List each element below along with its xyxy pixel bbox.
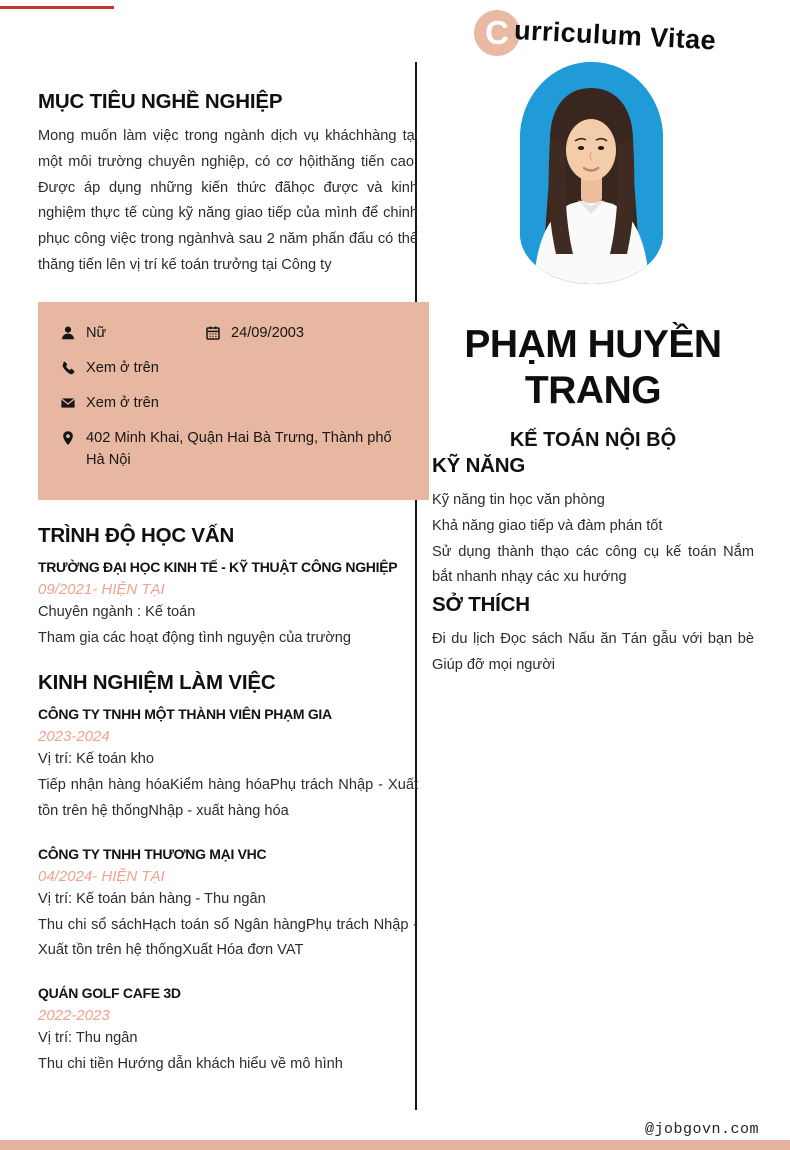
watermark: @jobgovn.com xyxy=(645,1121,760,1138)
job-position: Vị trí: Thu ngân xyxy=(38,1030,138,1047)
company-name: QUÁN GOLF CAFE 3D xyxy=(38,985,181,1002)
hobbies-text: Đi du lịch Đọc sách Nấu ăn Tán gẫu với bạn bè Giúp đỡ mọi người xyxy=(432,631,754,673)
job-entry xyxy=(38,982,418,1078)
info-row-gender-dob xyxy=(60,322,409,344)
gender-cell xyxy=(60,322,205,344)
top-accent-line xyxy=(0,6,114,9)
experience-section xyxy=(38,669,418,1077)
skill-item: Khả năng giao tiếp và đàm phán tốt xyxy=(432,517,663,534)
objective-text: Mong muốn làm việc trong ngành dịch vụ kháchhàng tại một môi trường chuyên nghiệp, có cơ hộithăng tiến cao. Được áp dụng những kiến thức đãhọc được và kinh nghiệm thực tế cùng kỹ năng giao tiếp của mình để chinh phục công việc trong ngànhvà sau 2 năm phấn đấu có thể thăng tiến lên vị trí kế toán trưởng tại Công ty xyxy=(38,128,418,273)
school-name: TRƯỜNG ĐẠI HỌC KINH TẾ - KỸ THUẬT CÔNG NGHIỆP xyxy=(38,558,398,575)
location-icon xyxy=(60,430,76,446)
dob-cell xyxy=(205,322,304,344)
skills-list xyxy=(432,488,754,591)
job-entry xyxy=(38,843,418,964)
email-value: Xem ở trên xyxy=(86,394,159,411)
candidate-job-title: KẾ TOÁN NỘI BỘ xyxy=(509,429,677,451)
phone-value: Xem ở trên xyxy=(86,359,159,376)
phone-icon xyxy=(60,360,76,376)
skill-item: Kỹ năng tin học văn phòng xyxy=(432,492,605,508)
bottom-accent-bar xyxy=(0,1140,790,1150)
job-period: 2023-2024 xyxy=(38,728,110,746)
experience-title: KINH NGHIỆM LÀM VIỆC xyxy=(38,671,276,695)
person-icon xyxy=(60,325,76,341)
job-position: Vị trí: Kế toán bán hàng - Thu ngân xyxy=(38,890,266,907)
info-row-email xyxy=(60,392,409,414)
gender-value: Nữ xyxy=(86,324,107,341)
envelope-icon xyxy=(60,395,76,411)
education-period: 09/2021- HIỆN TẠI xyxy=(38,580,165,598)
left-column xyxy=(38,88,418,1078)
job-details: Tiếp nhận hàng hóaKiểm hàng hóaPhụ trách Nhập - Xuất tồn trên hệ thốngNhập - xuất hàng hóa xyxy=(38,777,418,819)
info-row-phone xyxy=(60,357,409,379)
personal-info-box xyxy=(38,302,429,500)
address-value: 402 Minh Khai, Quận Hai Bà Trưng, Thành phố Hà Nội xyxy=(86,429,392,468)
avatar-illustration xyxy=(520,62,663,284)
education-activity: Tham gia các hoạt động tình nguyện của trường xyxy=(38,629,352,646)
hobbies-title: SỞ THÍCH xyxy=(432,593,530,617)
dob-value: 24/09/2003 xyxy=(231,324,305,341)
calendar-icon xyxy=(205,325,221,341)
c-badge-icon: C xyxy=(474,10,520,56)
company-name: CÔNG TY TNHH MỘT THÀNH VIÊN PHẠM GIA xyxy=(38,706,332,723)
profile-photo xyxy=(520,62,663,284)
company-name: CÔNG TY TNHH THƯƠNG MẠI VHC xyxy=(38,845,267,862)
objective-title: MỤC TIÊU NGHỀ NGHIỆP xyxy=(38,90,283,113)
skill-item: Sử dụng thành thạo các công cụ kế toán Nắm bắt nhanh nhạy các xu hướng xyxy=(432,543,754,586)
logo-text: urriculum Vitae xyxy=(513,15,717,56)
education-major: Chuyên ngành : Kế toán xyxy=(38,603,196,620)
info-row-address xyxy=(60,427,409,471)
skills-title: KỸ NĂNG xyxy=(432,454,526,477)
education-title: TRÌNH ĐỘ HỌC VẤN xyxy=(38,523,235,547)
education-section xyxy=(38,522,418,652)
curriculum-vitae-logo xyxy=(474,10,717,56)
job-details: Thu chi sổ sáchHạch toán sổ Ngân hàngPhụ trách Nhập - Xuất tồn trên hệ thốngXuất Hóa đơn VAT xyxy=(38,916,418,959)
job-period: 04/2024- HIỆN TẠI xyxy=(38,867,165,885)
job-entry xyxy=(38,703,418,824)
candidate-name: PHẠM HUYỀN TRANG xyxy=(464,323,722,412)
job-details: Thu chi tiền Hướng dẫn khách hiểu về mô hình xyxy=(38,1055,343,1072)
job-period: 2022-2023 xyxy=(38,1007,110,1025)
job-position: Vị trí: Kế toán kho xyxy=(38,751,155,768)
right-column xyxy=(432,322,754,679)
